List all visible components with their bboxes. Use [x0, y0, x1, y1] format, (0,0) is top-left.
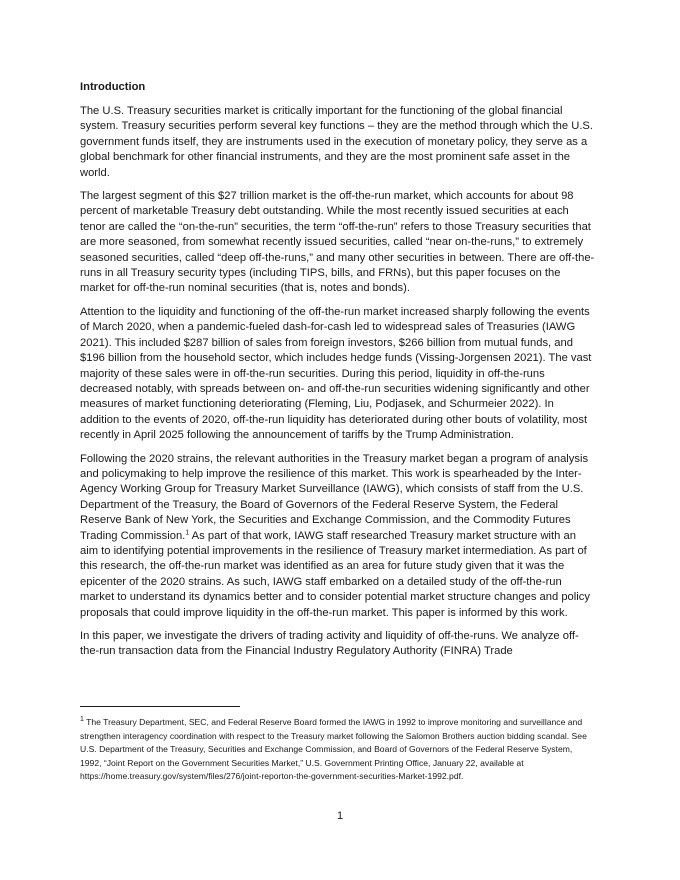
paragraph-4-text-b: As part of that work, IAWG staff researched Treasury market structure with an aim to identifying potential improvements in the resilience of Treasury market intermediation. As part of this research, the off-the-run market was identified as an area for future study given that it was the epicenter of the 2020 strains. As such, IAWG staff embarked on a detailed study of the off-the-run market to understand its dynamics better and to consider potential market structure changes and policy proposals that could improve liquidity in the off-the-run market. This paper is informed by this work. — [80, 529, 590, 619]
paragraph-2: The largest segment of this $27 trillion market is the off-the-run market, which accounts for about 98 percent of marketable Treasury debt outstanding. While the most recently issued securities at each tenor are called the “on-the-run” securities, the term “off-the-run” refers to those Treasury securities that are more seasoned, from somewhat recently issued securities, called “near on-the-runs,” to extremely seasoned securities, called “deep off-the-runs,” and many other securities in between. There are off-the-runs in all Treasury security types (including TIPS, bills, and FRNs), but this paper focuses on the market for off-the-run nominal securities (that is, notes and bonds). — [80, 190, 595, 295]
footnote — [80, 716, 596, 784]
footnote-marker: 1 — [80, 716, 84, 724]
section-heading: Introduction — [80, 81, 146, 93]
paragraph-4 — [80, 452, 596, 621]
footnote-reference[interactable]: 1 — [185, 528, 190, 536]
paragraph-1: The U.S. Treasury securities market is critically important for the functioning of the global financial system. Treasury securities perform several key functions – they are the method through which the U.S. government funds itself, they are instruments used in the execution of monetary policy, they serve as a global benchmark for other financial instruments, and they are the most prominent safe asset in the world. — [80, 105, 593, 179]
page-number: 1 — [336, 810, 344, 822]
paragraph-5: In this paper, we investigate the drivers of trading activity and liquidity of off-the-runs. We analyze off-the-run transaction data from the Financial Industry Regulatory Authority (FINRA) Trade — [80, 630, 579, 658]
footnote-divider — [80, 706, 240, 707]
footnote-text: The Treasury Department, SEC, and Federal Reserve Board formed the IAWG in 1992 to improve monitoring and surveillance and strengthen interagency coordination with respect to the Treasury market following the Salomon Brothers auction bidding scandal. See U.S. Department of the Treasury, Securities and Exchange Commission, and Board of Governors of the Federal Reserve System, 1992, “Joint Report on the Government Securities Market,” U.S. Government Printing Office, January 22, available at https://home.treasury.gov/system/files/276/joint-reporton-the-government-securities-Market-1992.pdf. — [80, 717, 587, 781]
paragraph-3: Attention to the liquidity and functioning of the off-the-run market increased sharply following the events of March 2020, when a pandemic-fueled dash-for-cash led to widespread sales of Treasuries (IAWG 2021). This included $287 billion of sales from foreign investors, $266 billion from mutual funds, and $196 billion from the household sector, which includes hedge funds (Vissing-Jorgensen 2021). The vast majority of these sales were in off-the-run securities. During this period, liquidity in off-the-runs decreased notably, with spreads between on- and off-the-run securities widening significantly and other measures of market functioning deteriorating (Fleming, Liu, Podjasek, and Schurmeier 2022). In addition to the events of 2020, off-the-run liquidity has deteriorated during other bouts of volatility, most recently in April 2025 following the announcement of tariffs by the Trump Administration. — [80, 305, 592, 442]
body-text — [80, 80, 596, 668]
paragraph-4-text-a: Following the 2020 strains, the relevant authorities in the Treasury market began a program of analysis and policymaking to help improve the resilience of this market. This work is spearheaded by the Inter-Agency Working Group for Treasury Market Surveillance (IAWG), which consists of staff from the U.S. Department of the Treasury, the Board of Governors of the Federal Reserve System, the Federal Reserve Bank of New York, the Securities and Exchange Commission, and the Commodity Futures Trading Commission. — [80, 452, 589, 542]
